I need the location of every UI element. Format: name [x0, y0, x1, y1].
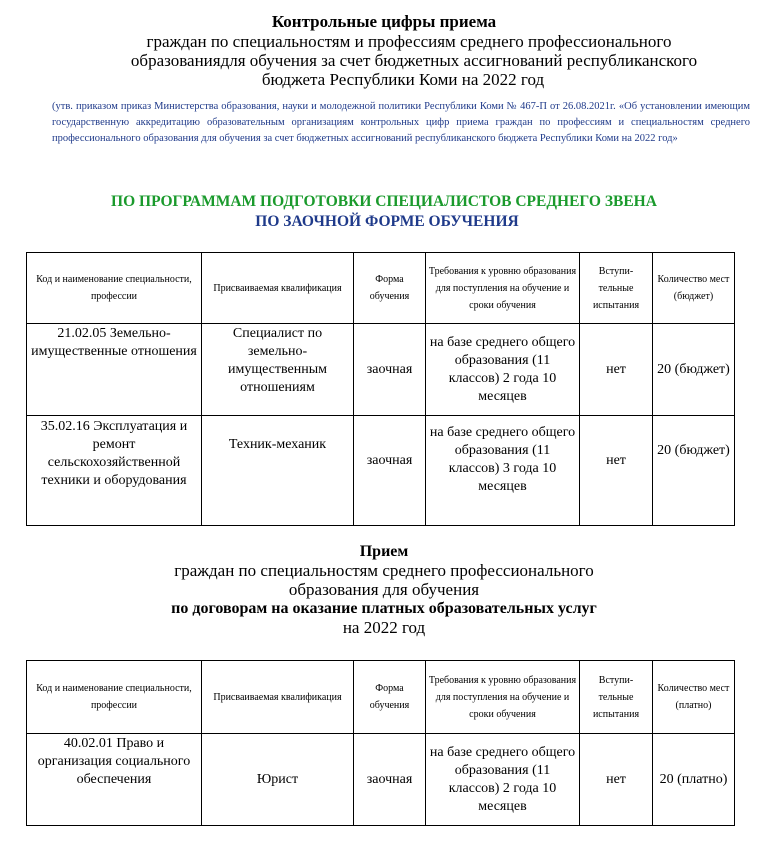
section2-line-3: образования для обучения — [288, 580, 480, 599]
document-header — [0, 12, 768, 89]
budget-table — [26, 252, 735, 526]
table-row — [27, 416, 735, 526]
cell-exams: нет — [580, 416, 653, 526]
section2-line-4: по договорам на оказание платных образовательных услуг — [171, 600, 597, 617]
header-places: Количество мест (платно) — [653, 661, 735, 734]
cell-places: 20 (бюджет) — [653, 324, 735, 416]
section1-title-green: ПО ПРОГРАММАМ ПОДГОТОВКИ СПЕЦИАЛИСТОВ СРЕДНЕГО ЗВЕНА — [111, 193, 657, 210]
header-qualification: Присваиваемая квалификация — [202, 253, 354, 324]
header-specialty: Код и наименование специальности, профессии — [27, 253, 202, 324]
header-exams: Вступи-тельные испытания — [580, 253, 653, 324]
header-form: Форма обучения — [354, 661, 426, 734]
header-requirements: Требования к уровню образования для поступления на обучение и сроки обучения — [426, 661, 580, 734]
header-requirements: Требования к уровню образования для поступления на обучение и сроки обучения — [426, 253, 580, 324]
cell-specialty: 35.02.16 Эксплуатация и ремонт сельскохозяйственной техники и оборудования — [27, 416, 202, 526]
cell-exams: нет — [580, 734, 653, 826]
cell-form: заочная — [354, 324, 426, 416]
cell-requirements: на базе среднего общего образования (11 классов) 2 года 10 месяцев — [426, 324, 580, 416]
section2-heading — [0, 542, 768, 637]
table-header-row — [27, 253, 735, 324]
header-form: Форма обучения — [354, 253, 426, 324]
table-row — [27, 734, 735, 826]
section2-title: Прием — [359, 543, 409, 560]
table-header-row — [27, 661, 735, 734]
cell-specialty: 40.02.01 Право и организация социального обеспечения — [27, 734, 202, 826]
table-row — [27, 324, 735, 416]
header-specialty: Код и наименование специальности, профессии — [27, 661, 202, 734]
header-line-3: образованиядля обучения за счет бюджетных ассигнований республиканского — [130, 51, 698, 70]
section1-title-navy: ПО ЗАОЧНОЙ ФОРМЕ ОБУЧЕНИЯ — [255, 213, 519, 230]
cell-exams: нет — [580, 324, 653, 416]
cell-specialty: 21.02.05 Земельно-имущественные отношения — [27, 324, 202, 416]
cell-qualification: Юрист — [202, 734, 354, 826]
main-title: Контрольные цифры приема — [271, 12, 497, 31]
section1-title — [0, 192, 768, 232]
paid-table — [26, 660, 735, 826]
cell-requirements: на базе среднего общего образования (11 классов) 3 года 10 месяцев — [426, 416, 580, 526]
order-note: (утв. приказом приказ Министерства образования, науки и молодежной политики Республики Коми № 467-П от 26.08.2021г. «Об установлении имеющим государственную аккредитацию образовательным организациям контрольных цифр приема граждан по профессиям и специальностям среднего профессионального образования для обучения за счет бюджетных ассигнований республиканского бюджета Республики Коми на 2022 год» — [52, 101, 750, 144]
header-exams: Вступи-тельные испытания — [580, 661, 653, 734]
cell-form: заочная — [354, 416, 426, 526]
header-places: Количество мест (бюджет) — [653, 253, 735, 324]
header-line-2: граждан по специальностям и профессиям среднего профессионального — [146, 32, 672, 51]
cell-places: 20 (платно) — [653, 734, 735, 826]
cell-form: заочная — [354, 734, 426, 826]
cell-qualification: Техник-механик — [202, 416, 354, 526]
cell-qualification: Специалист по земельно-имущественным отношениям — [202, 324, 354, 416]
section2-line-2: граждан по специальностям среднего профессионального — [174, 561, 594, 580]
cell-requirements: на базе среднего общего образования (11 классов) 2 года 10 месяцев — [426, 734, 580, 826]
section2-line-5: на 2022 год — [342, 618, 426, 637]
cell-places: 20 (бюджет) — [653, 416, 735, 526]
header-qualification: Присваиваемая квалификация — [202, 661, 354, 734]
header-line-4: бюджета Республики Коми на 2022 год — [261, 70, 545, 89]
